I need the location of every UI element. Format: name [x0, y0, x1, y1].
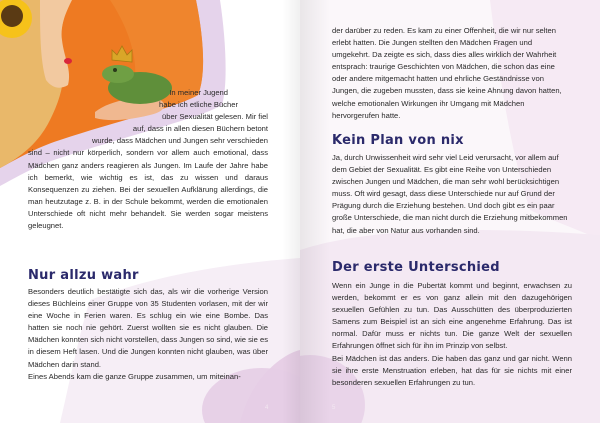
section3-body [332, 280, 572, 389]
section1-paragraph-1: Besonders deutlich bestätigte sich das, als wir die vorherige Version dieses Büchleins einer Gruppe von 35 Studenten vorlasen, mit der wir eine Woche in Ferien waren. Es schlug ein wie eine Bombe. Das hatten sie noch nie gehört. Zuerst wollten sie es nicht glauben. Die Mädchen konnten sich nicht vorstellen, dass Jungen so sind, wie sie es in diesem Heft lasen. Und die Jungen konnten nicht glauben, was über Mädchen darin stand. [28, 287, 268, 369]
intro-line: auf, dass in allen diesen Büchern betont [132, 124, 268, 134]
continuation-text: der darüber zu reden. Es kam zu einer Offenheit, die wir nur selten erlebt hatten. Die Jungen stellten den Mädchen Fragen und umgekehrt. Da zeigte es sich, dass dies alles wirklich der Wahrheit entsprach: traurige Geschichten von Mädchen, die schon das eine oder andere mitgemacht hatten und ehrliche Geständnisse von Jungen, die zugeben mussten, dass sie keine Ahnung davon hatten, welche emotionalen Wirkungen ihr Umgang mit Mädchen hervorgerufen hatte. [332, 26, 562, 120]
intro-paragraph [28, 87, 268, 232]
gutter-shadow [300, 0, 330, 423]
page-number-right: 5 [332, 405, 336, 411]
section-heading-kein-plan-von-nix: Kein Plan von nix [332, 133, 464, 148]
intro-body: sind – nicht nur körperlich, sondern vor allem auch emotional, dass Mädchen ganz anders reagieren als Jungen. Im Laufe der Jahre habe ich bemerkt, wie wichtig es ist, das zu wissen und daraus Konsequenzen zu ziehen. Bei der sexuellen Aufklärung allerdings, die man heutzutage z. B. in der Schule bekommt, werden die emotionalen Unterschiede oft nicht mehr behandelt. Sie werden sogar meistens geleugnet. [28, 148, 268, 231]
page-number-left: 4 [265, 405, 269, 411]
section-heading-nur-allzu-wahr: Nur allzu wahr [28, 268, 139, 283]
intro-line: wurde, dass Mädchen und Jungen sehr verschieden [91, 136, 268, 146]
intro-line: In meiner Jugend [169, 88, 228, 97]
gutter-shadow [282, 0, 300, 423]
section3-paragraph-2: Bei Mädchen ist das anders. Die haben das ganz und gar nicht. Wenn sie ihre erste Menstruation erleben, hat das für sie nichts mit einer besonderen sexuellen Erfahrungen zu tun. [332, 353, 572, 387]
section3-paragraph-1: Wenn ein Junge in die Pubertät kommt und beginnt, erwachsen zu werden, bekommt er es von ganz allein mit den dazugehörigen sexuellen Gefühlen zu tun. Das Ausschütten des überproduzierten Samens zum Beispiel ist an sich eine angenehme Erfahrung. Das ist normal. Dafür muss er nichts tun. Die ganze Welt der sexuellen Erfahrungen öffnet sich für ihn im Prinzip von selbst. [332, 281, 572, 351]
section2-paragraph-1: Ja, durch Unwissenheit wird sehr viel Leid verursacht, vor allem auf dem Gebiet der Sexualität. Es gibt eine Reihe von Unterschieden zwischen Jungen und Mädchen, die man sehr wohl berücksichtigen muss. Oft wird gesagt, dass diese Unterschiede nur auf Grund der Prägung durch die Erziehung bestehen. Und doch gibt es ein paar große Unterschiede, die man nicht durch die Erziehung mitbekommen hat, die aber von Natur aus vorhanden sind. [332, 153, 568, 235]
right-page [300, 0, 600, 423]
section1-body [28, 286, 268, 383]
intro-line: habe ich etliche Bücher [159, 100, 238, 110]
section2-body [332, 152, 572, 237]
section-heading-der-erste-unterschied: Der erste Unterschied [332, 260, 500, 275]
continuation-paragraph [332, 25, 572, 122]
lips [64, 58, 72, 64]
section1-paragraph-2: Eines Abends kam die ganze Gruppe zusammen, um miteinan- [28, 371, 241, 381]
intro-line: über Sexualität gelesen. Mir fiel [162, 112, 268, 122]
